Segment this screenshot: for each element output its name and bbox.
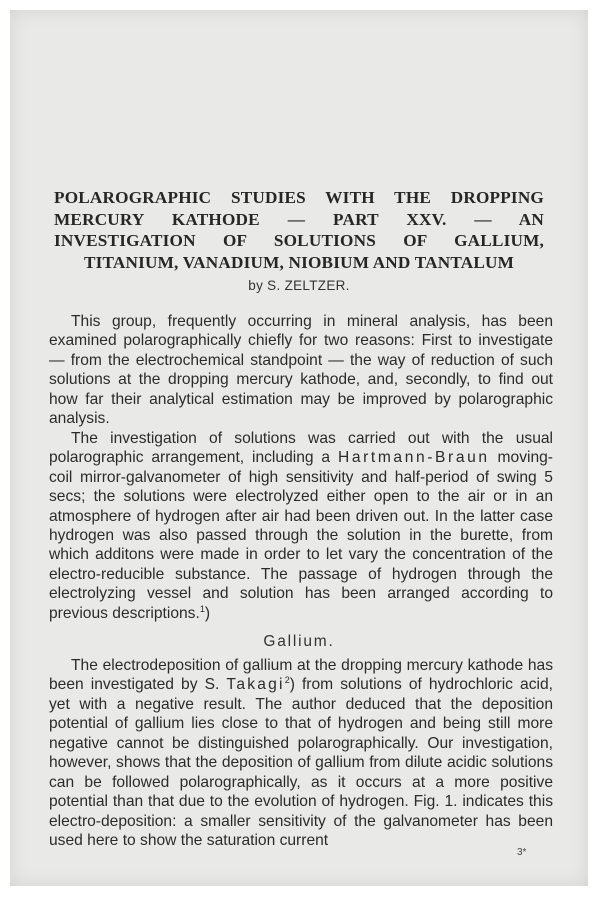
footnote-paren: ) xyxy=(204,604,211,622)
gallium-section xyxy=(49,656,553,851)
article-title: POLAROGRAPHIC STUDIES WITH THE DROPPING MERCURY KATHODE — PART XXV. — AN INVESTIGATION OF SOLUTIONS OF GALLIUM, TITANIUM, VANADIUM, NIOBIUM AND TANTALUM xyxy=(54,188,544,272)
paragraph-gallium-text-cont: ) from solutions of hydrochloric acid, yet with a negative result. The author deduced that the deposition potential of gallium lies close to that of hydrogen and being still more negative cannot be distinguished polarographically. Our investigation, however, shows that the deposition of gallium from dilute acidic solutions can be followed polarographically, as it occurs at a more positive potential than that due to the evolution of hydrogen. Fig. 1. indicates this electro-deposition: a smaller sensitivity of the galvanometer has been used here to show the saturation current xyxy=(49,676,553,850)
paragraph-gallium-text: The electrodeposition of gallium at the dropping mercury kathode has been investigated by S. xyxy=(49,657,553,694)
footnote-marker: 2 xyxy=(284,675,290,686)
footnote-marker: 1 xyxy=(199,603,205,614)
cited-author: Takagi xyxy=(226,676,285,694)
introduction-section xyxy=(49,312,553,623)
section-heading-gallium: Gallium. xyxy=(263,633,335,650)
paragraph-gallium xyxy=(49,656,553,851)
paper-page xyxy=(10,10,588,886)
paragraph-intro: This group, frequently occurring in mineral analysis, has been examined polarographically chiefly for two reasons: First to investigate — from the electrochemical standpoint — the way of reduction of such solutions at the dropping mercury kathode, and, secondly, to find out how far their analytical estimation may be improved by polarographic analysis. xyxy=(49,313,553,428)
paragraph-method-text-cont: moving-coil mirror-galvanometer of high sensitivity and half-period of swing 5 secs; the solutions were electrolyzed either open to the air or in an atmosphere of hydrogen after air had been driven out. In the latter case hydrogen was also passed through the solution in the burette, from which additons were made in order to let vary the concentration of the electro-reducible substance. The passage of hydrogen through the electrolyzing vessel and solution has been arranged according to previous descriptions. xyxy=(49,449,553,622)
paragraph-method-text: The investigation of solutions was carried out with the usual polarographic arrangement, including a xyxy=(49,429,553,467)
author-byline: by S. ZELTZER. xyxy=(248,278,350,293)
manufacturer-name: Hartmann-Braun xyxy=(337,449,490,467)
paragraph-method xyxy=(49,429,553,624)
page-number: 3* xyxy=(517,847,527,858)
